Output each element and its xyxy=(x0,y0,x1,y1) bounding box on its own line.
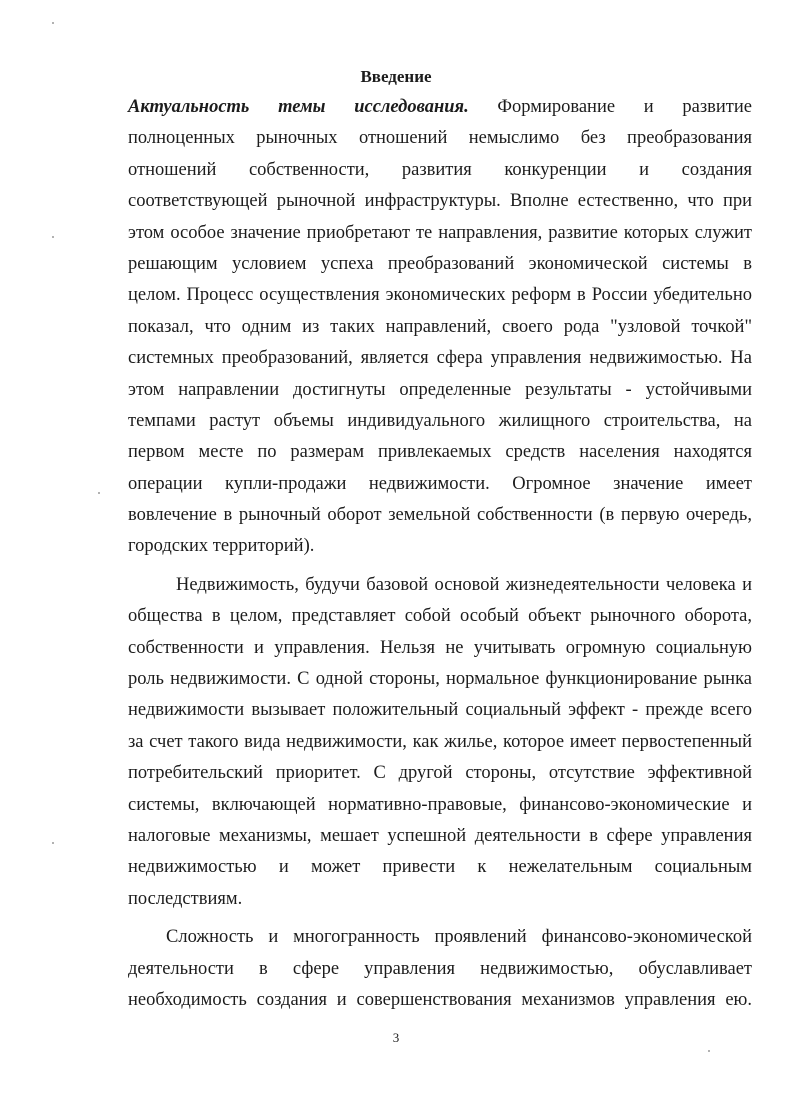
text-line: этом направлении достигнуты определенные результаты - устойчивыми xyxy=(128,379,752,400)
document-body xyxy=(128,92,752,1016)
text-line: потребительский приоритет. С другой стороны, отсутствие эффективной xyxy=(128,763,752,784)
text-line: Недвижимость, будучи базовой основой жизнедеятельности человека и xyxy=(176,574,752,595)
page-title: Введение xyxy=(360,67,432,86)
text-line: соответствующей рыночной инфраструктуры. Вполне естественно, что при xyxy=(128,191,752,212)
text-line: отношений собственности, развития конкуренции и создания xyxy=(128,159,752,180)
scan-speck xyxy=(98,492,100,494)
text-line: необходимость создания и совершенствования механизмов управления ею. xyxy=(128,989,752,1010)
text-line: вовлечение в рыночный оборот земельной собственности (в первую очередь, xyxy=(128,505,752,526)
scan-speck xyxy=(52,236,54,238)
text-line: собственности и управления. Нельзя не учитывать огромную социальную xyxy=(128,637,752,658)
text-line: роль недвижимости. С одной стороны, нормальное функционирование рынка xyxy=(128,669,752,690)
text-line: последствиям. xyxy=(128,888,243,909)
text-line: операции купли-продажи недвижимости. Огромное значение имеет xyxy=(128,473,752,494)
text-line: системных преобразований, является сфера управления недвижимостью. На xyxy=(128,348,752,369)
text-line: Формирование и развитие xyxy=(468,97,752,117)
text-line: общества в целом, представляет собой особый объект рыночного оборота, xyxy=(128,606,752,627)
scan-speck xyxy=(52,842,54,844)
text-line: целом. Процесс осуществления экономических реформ в России убедительно xyxy=(128,285,752,306)
text-line: темпами растут объемы индивидуального жилищного строительства, на xyxy=(128,410,752,431)
scan-speck xyxy=(708,1050,710,1052)
text-line: полноценных рыночных отношений немыслимо без преобразования xyxy=(128,128,752,149)
text-line: Сложность и многогранность проявлений финансово-экономической xyxy=(166,927,752,948)
scan-speck xyxy=(52,22,54,24)
text-line: за счет такого вида недвижимости, как жилье, которое имеет первостепенный xyxy=(128,731,752,752)
paragraph-lead: Актуальность темы исследования. xyxy=(128,97,469,117)
text-line: этом особое значение приобретают те направления, развитие которых служит xyxy=(128,222,752,243)
text-line: недвижимостью и может привести к нежелательным социальным xyxy=(128,857,752,878)
text-line: налоговые механизмы, мешает успешной деятельности в сфере управления xyxy=(128,825,752,846)
text-line: решающим условием успеха преобразований экономической системы в xyxy=(128,253,752,274)
text-line: деятельности в сфере управления недвижимостью, обуславливает xyxy=(128,958,752,979)
text-line: городских территорий). xyxy=(128,536,315,557)
text-line: системы, включающей нормативно-правовые, финансово-экономические и xyxy=(128,794,752,815)
paragraph-1-line-1 xyxy=(128,92,752,123)
text-line: недвижимости вызывает положительный социальный эффект - прежде всего xyxy=(128,700,752,721)
text-line: показал, что одним из таких направлений, своего рода "узловой точкой" xyxy=(128,316,752,337)
page-number: 3 xyxy=(392,1030,400,1045)
text-line: первом месте по размерам привлекаемых средств населения находятся xyxy=(128,442,752,463)
